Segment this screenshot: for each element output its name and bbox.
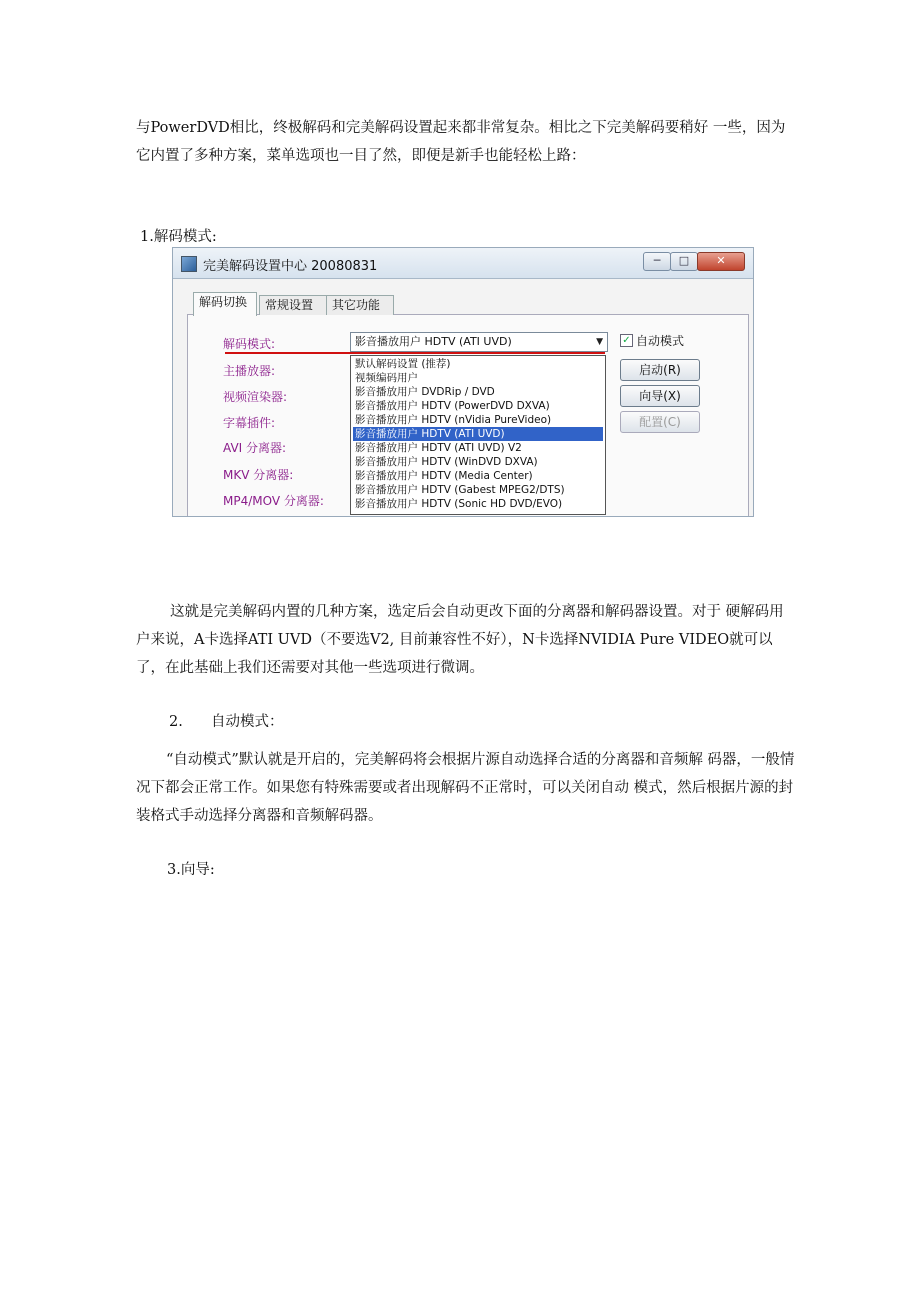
window-titlebar — [173, 248, 753, 279]
dropdown-option[interactable]: 影音播放用户 HDTV (PowerDVD DXVA) — [355, 400, 550, 412]
chevron-down-icon[interactable]: ▼ — [596, 337, 603, 347]
dropdown-option[interactable]: 默认解码设置 (推荐) — [355, 358, 451, 370]
decode-mode-select-value: 影音播放用户 HDTV (ATI UVD) — [355, 335, 512, 348]
start-button[interactable]: 启动(R) — [620, 359, 700, 381]
dropdown-option[interactable]: 影音播放用户 HDTV (nVidia PureVideo) — [355, 414, 552, 426]
intro-paragraph: 与PowerDVD相比，终极解码和完美解码设置起来都非常复杂。相比之下完美解码要稍好 一些，因为它内置了多种方案，菜单选项也一目了然，即便是新手也能轻松上路： — [136, 120, 786, 164]
label-decode-mode: 解码模式: — [223, 337, 276, 351]
dropdown-option[interactable]: 影音播放用户 HDTV (ATI UVD) V2 — [355, 442, 522, 454]
label-video-renderer: 视频渲染器: — [223, 390, 288, 404]
label-main-player: 主播放器: — [223, 364, 276, 378]
dropdown-option[interactable]: 影音播放用户 HDTV (Media Center) — [355, 470, 533, 482]
dropdown-option[interactable]: 影音播放用户 DVDRip / DVD — [355, 386, 495, 398]
decode-mode-select[interactable] — [350, 332, 608, 352]
window-title: 完美解码设置中心 20080831 — [203, 259, 378, 274]
close-button[interactable]: ✕ — [697, 252, 745, 271]
section-heading-decode-mode: 1.解码模式: — [140, 229, 217, 245]
tab-other-functions[interactable]: 其它功能 — [326, 295, 394, 315]
tab-decode-switch[interactable]: 解码切换 — [193, 292, 257, 316]
tab-general-settings[interactable]: 常规设置 — [259, 295, 327, 315]
label-mkv-splitter: MKV 分离器: — [223, 468, 294, 482]
dropdown-option[interactable]: 视频编码用户 — [355, 372, 418, 384]
settings-window-screenshot — [172, 247, 754, 517]
auto-mode-checkbox[interactable]: ✓ — [620, 334, 633, 347]
section-title: 自动模式： — [211, 714, 284, 730]
label-subtitle-plugin: 字幕插件: — [223, 416, 276, 430]
wizard-button[interactable]: 向导(X) — [620, 385, 700, 407]
dropdown-option-selected[interactable]: 影音播放用户 HDTV (ATI UVD) — [353, 427, 603, 441]
maximize-button[interactable]: □ — [670, 252, 698, 271]
minimize-button[interactable]: ─ — [643, 252, 671, 271]
body-paragraph-schemes: 这就是完美解码内置的几种方案，选定后会自动更改下面的分离器和解码器设置。对于 硬解码用户来说，A卡选择ATI UVD（不要选V2, 目前兼容性不好），N卡选择NVIDIA Pure VIDEO就可以了，在此基础上我们还需要对其他一些选项进行微调。 — [136, 604, 784, 676]
section-heading-auto-mode — [169, 708, 284, 736]
dropdown-option[interactable]: 影音播放用户 HDTV (Sonic HD DVD/EVO) — [355, 498, 563, 510]
auto-mode-label: 自动模式 — [636, 334, 685, 348]
label-mp4-mov-splitter: MP4/MOV 分离器: — [223, 494, 324, 508]
red-highlight-underline — [225, 352, 605, 354]
section-heading-wizard: 3.向导: — [167, 862, 215, 878]
section-number: 2. — [169, 714, 183, 730]
dropdown-option[interactable]: 影音播放用户 HDTV (WinDVD DXVA) — [355, 456, 538, 468]
decode-mode-dropdown-list — [350, 355, 606, 515]
configure-button[interactable]: 配置(C) — [620, 411, 700, 433]
dropdown-option[interactable]: 影音播放用户 HDTV (Gabest MPEG2/DTS) — [355, 484, 565, 496]
app-icon — [181, 256, 197, 272]
body-paragraph-auto-mode: “自动模式”默认就是开启的，完美解码将会根据片源自动选择合适的分离器和音频解 码器，一般情况下都会正常工作。如果您有特殊需要或者出现解码不正常时，可以关闭自动 模式，然后根据片源的封装格式手动选择分离器和音频解码器。 — [136, 752, 795, 824]
label-avi-splitter: AVI 分离器: — [223, 441, 287, 455]
